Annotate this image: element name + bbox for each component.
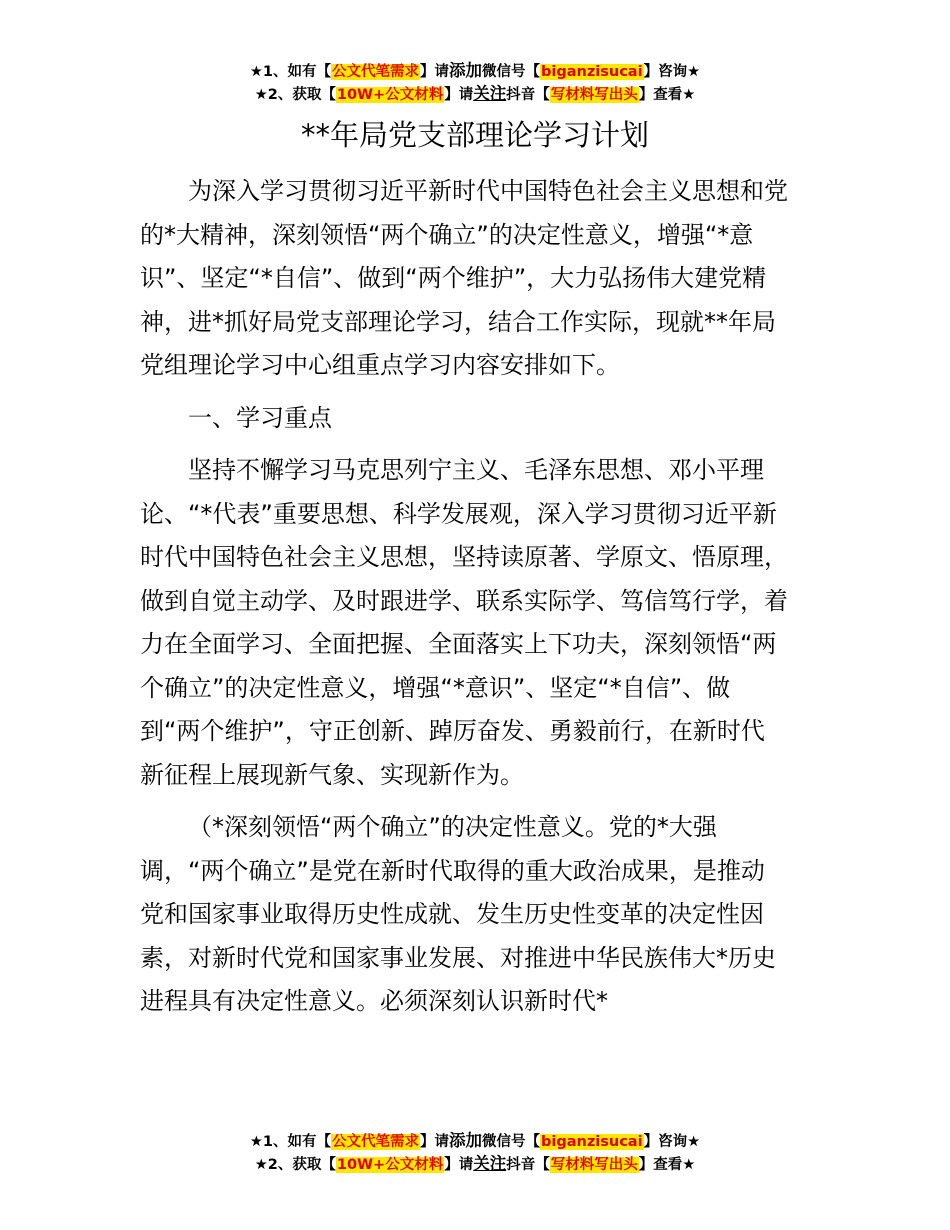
section-heading: 一、学习重点 bbox=[188, 403, 332, 432]
materials-highlight: 10W+公文材料 bbox=[336, 87, 444, 103]
service-highlight: 公文代笔需求 bbox=[332, 1134, 420, 1150]
document-title: **年局党支部理论学习计划 bbox=[300, 118, 649, 152]
promo-line-2: ★2、获取【10W+公文材料】请关注抖音【写材料写出头】查看★ bbox=[254, 1154, 696, 1173]
douyin-id-highlight: 写材料写出头 bbox=[550, 87, 638, 103]
promo-line-2: ★2、获取【10W+公文材料】请关注抖音【写材料写出头】查看★ bbox=[254, 84, 696, 103]
wechat-id-highlight: biganzisucai bbox=[541, 64, 643, 80]
materials-highlight: 10W+公文材料 bbox=[336, 1157, 444, 1173]
subsection-paragraph: （*深刻领悟“两个确立”的决定性意义。党的*大强 调，“两个确立”是党在新时代取得的重大政治成果，是推动 党和国家事业取得历史性成就、发生历史性变革的决定性因 素，对新时代党和国家事业发展、对推进中华民族伟大*历史 进程具有决定性意义。必须深刻认识新时代* bbox=[140, 813, 776, 1015]
douyin-id-highlight: 写材料写出头 bbox=[550, 1157, 638, 1173]
study-focus-paragraph: 坚持不懈学习马克思列宁主义、毛泽东思想、邓小平理 论、“*代表”重要思想、科学发展观，深入学习贯彻习近平新 时代中国特色社会主义思想，坚持读原著、学原文、悟原理， 做到自觉主动学、及时跟进学、联系实际学、笃信笃行学，着 力在全面学习、全面把握、全面落实上下功夫，深刻领悟“两 个确立”的决定性意义，增强“*意识”、坚定“*自信”、做 到“两个维护”，守正创新、踔厉奋发、勇毅前行，在新时代 新征程上展现新气象、实现新作为。 bbox=[140, 456, 788, 789]
promo-line-1: ★1、如有【公文代笔需求】请添加微信号【biganzisucai】咨询★ bbox=[249, 61, 701, 80]
header-promo-banner bbox=[0, 60, 950, 106]
footer-promo-banner bbox=[0, 1130, 950, 1176]
intro-paragraph: 为深入学习贯彻习近平新时代中国特色社会主义思想和党 的*大精神，深刻领悟“两个确立”的决定性意义，增强“*意 识”、坚定“*自信”、做到“两个维护”，大力弘扬伟大建党精 神，进*抓好局党支部理论学习，结合工作实际，现就**年局 党组理论学习中心组重点学习内容安排如下。 bbox=[140, 177, 788, 379]
service-highlight: 公文代笔需求 bbox=[332, 64, 420, 80]
document-body bbox=[140, 170, 812, 1033]
wechat-id-highlight: biganzisucai bbox=[541, 1134, 643, 1150]
promo-line-1: ★1、如有【公文代笔需求】请添加微信号【biganzisucai】咨询★ bbox=[249, 1131, 701, 1150]
